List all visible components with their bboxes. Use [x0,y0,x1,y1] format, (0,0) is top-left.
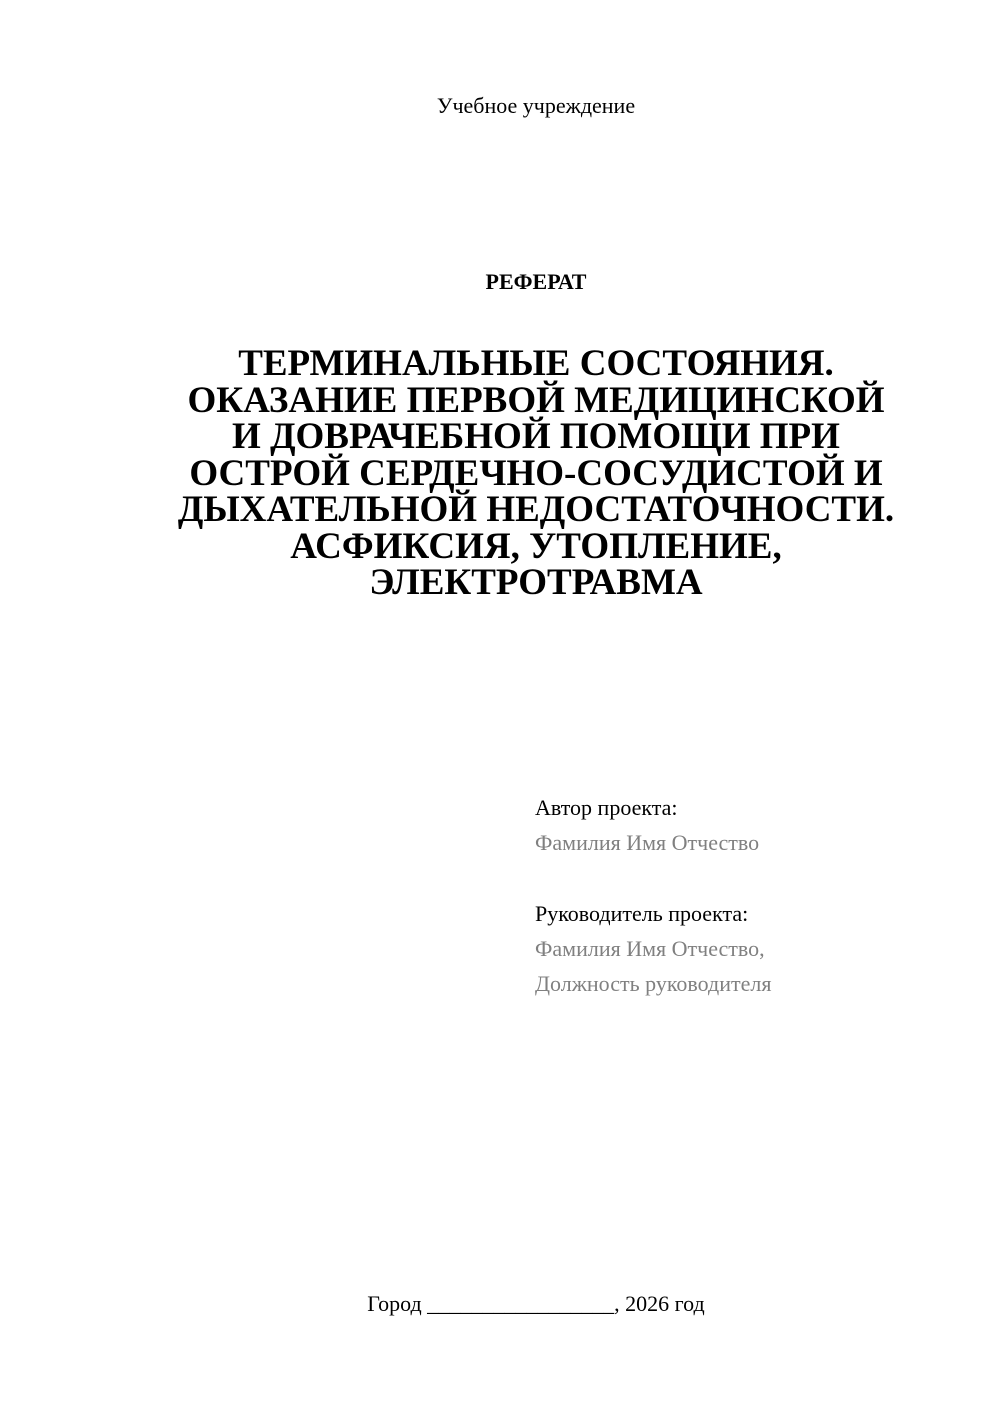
title-line: ДЫХАТЕЛЬНОЙ НЕДОСТАТОЧНОСТИ. [177,489,895,530]
title-line: ОКАЗАНИЕ ПЕРВОЙ МЕДИЦИНСКОЙ [187,379,885,421]
supervisor-name: Фамилия Имя Отчество, [535,936,765,961]
document-title [150,343,922,603]
title-line: И ДОВРАЧЕБНОЙ ПОМОЩИ ПРИ [232,416,840,457]
credits-spacer [535,860,975,896]
title-line: ЭЛЕКТРОТРАВМА [369,562,703,603]
document-type: РЕФЕРАТ [485,269,587,294]
supervisor-label: Руководитель проекта: [535,901,749,926]
supervisor-position: Должность руководителя [535,971,772,996]
title-line: АСФИКСИЯ, УТОПЛЕНИЕ, [290,525,782,567]
title-line: ОСТРОЙ СЕРДЕЧНО-СОСУДИСТОЙ И [189,452,883,494]
credits-block [535,790,975,1001]
author-label: Автор проекта: [535,795,678,820]
title-line: ТЕРМИНАЛЬНЫЕ СОСТОЯНИЯ. [238,343,834,384]
author-name: Фамилия Имя Отчество [535,830,760,855]
institution-name: Учебное учреждение [436,93,636,118]
city-year-footer: Город _________________, 2026 год [367,1291,705,1316]
